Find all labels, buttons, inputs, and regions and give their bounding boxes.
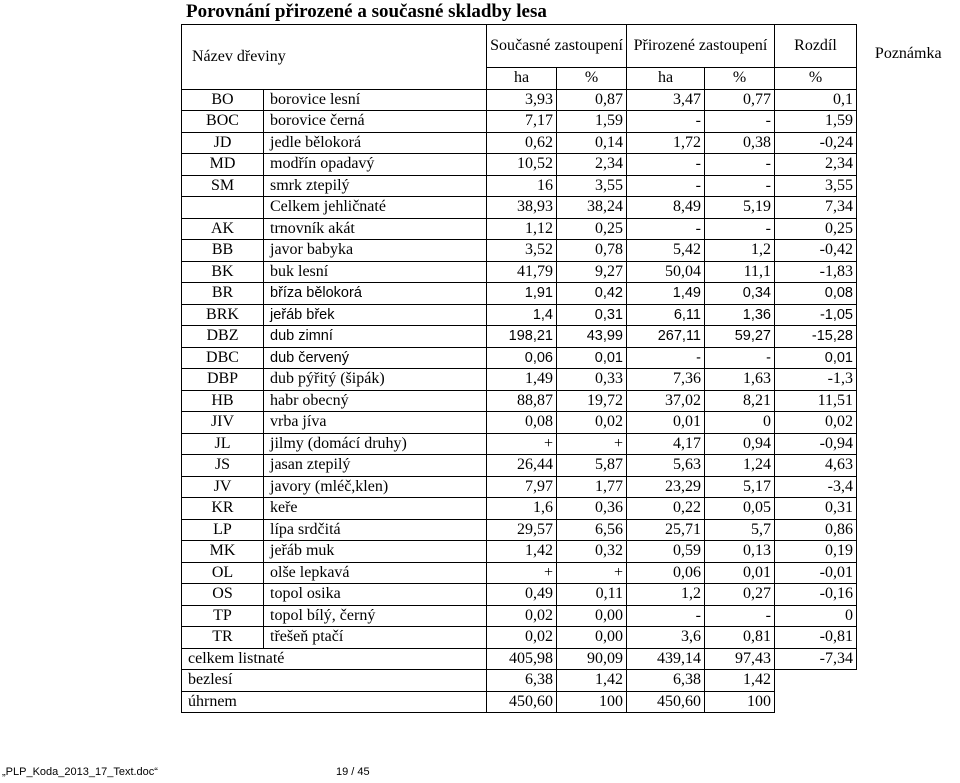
header-current: Současné zastoupení xyxy=(487,25,627,68)
total-row xyxy=(182,670,960,692)
note-cell xyxy=(857,412,960,434)
note-cell xyxy=(857,433,960,455)
current-pct: 1,77 xyxy=(557,476,627,498)
natural-ha: 0,22 xyxy=(627,498,705,520)
natural-ha: - xyxy=(627,111,705,133)
table-row xyxy=(182,111,960,133)
species-code: MK xyxy=(182,541,264,563)
species-code: BRK xyxy=(182,304,264,326)
natural-ha: 8,49 xyxy=(627,197,705,219)
natural-ha: 6,11 xyxy=(627,304,705,326)
natural-pct: 0,34 xyxy=(705,283,775,305)
total-label: celkem listnaté xyxy=(182,648,487,670)
species-name: topol bílý, černý xyxy=(264,605,487,627)
current-ha: 6,38 xyxy=(487,670,557,692)
total-label: bezlesí xyxy=(182,670,487,692)
diff-pct: -3,4 xyxy=(775,476,857,498)
diff-pct: -1,83 xyxy=(775,261,857,283)
species-name: olše lepkavá xyxy=(264,562,487,584)
diff-pct: -0,42 xyxy=(775,240,857,262)
diff-pct xyxy=(775,691,857,713)
page-title: Porovnání přirozené a současné skladby lesa xyxy=(186,1,547,22)
note-cell xyxy=(857,369,960,391)
natural-pct: 1,24 xyxy=(705,455,775,477)
current-ha: 0,02 xyxy=(487,627,557,649)
species-name: topol osika xyxy=(264,584,487,606)
forest-composition-table xyxy=(181,24,960,713)
table-row xyxy=(182,433,960,455)
species-code: DBP xyxy=(182,369,264,391)
diff-pct: 0,86 xyxy=(775,519,857,541)
natural-ha: 1,49 xyxy=(627,283,705,305)
table-row xyxy=(182,584,960,606)
natural-ha: 5,42 xyxy=(627,240,705,262)
natural-pct: 1,2 xyxy=(705,240,775,262)
current-pct: 0,02 xyxy=(557,412,627,434)
natural-ha: - xyxy=(627,218,705,240)
note-cell xyxy=(857,283,960,305)
species-name: smrk ztepilý xyxy=(264,175,487,197)
natural-pct: - xyxy=(705,605,775,627)
current-pct: 0,42 xyxy=(557,283,627,305)
diff-pct: 3,55 xyxy=(775,175,857,197)
note-cell xyxy=(857,455,960,477)
note-cell xyxy=(857,326,960,348)
species-name: borovice lesní xyxy=(264,89,487,111)
species-name: habr obecný xyxy=(264,390,487,412)
note-cell xyxy=(857,111,960,133)
current-ha: 1,12 xyxy=(487,218,557,240)
current-ha: 41,79 xyxy=(487,261,557,283)
table-row xyxy=(182,218,960,240)
diff-pct: 0,08 xyxy=(775,283,857,305)
current-ha: 3,52 xyxy=(487,240,557,262)
species-name: vrba jíva xyxy=(264,412,487,434)
species-name: bříza bělokorá xyxy=(264,283,487,305)
current-ha: 26,44 xyxy=(487,455,557,477)
note-cell xyxy=(857,154,960,176)
note-cell xyxy=(857,670,960,692)
note-cell xyxy=(857,197,960,219)
current-pct: 0,14 xyxy=(557,132,627,154)
current-pct: 100 xyxy=(557,691,627,713)
empty-cell xyxy=(182,197,264,219)
table-row xyxy=(182,261,960,283)
header-natural: Přirozené zastoupení xyxy=(627,25,775,68)
species-name: trnovník akát xyxy=(264,218,487,240)
table-row xyxy=(182,562,960,584)
current-pct: 0,11 xyxy=(557,584,627,606)
species-code: TR xyxy=(182,627,264,649)
current-pct: 0,01 xyxy=(557,347,627,369)
species-code: TP xyxy=(182,605,264,627)
current-ha: 0,02 xyxy=(487,605,557,627)
current-ha: 1,4 xyxy=(487,304,557,326)
table-row xyxy=(182,347,960,369)
species-code: BK xyxy=(182,261,264,283)
species-code: HB xyxy=(182,390,264,412)
species-code: JD xyxy=(182,132,264,154)
species-code: DBZ xyxy=(182,326,264,348)
header-ha-current: ha xyxy=(487,68,557,90)
species-name: javory (mléč,klen) xyxy=(264,476,487,498)
species-code: BR xyxy=(182,283,264,305)
natural-ha: 267,11 xyxy=(627,326,705,348)
species-name: dub červený xyxy=(264,347,487,369)
diff-pct: -0,01 xyxy=(775,562,857,584)
current-ha: 29,57 xyxy=(487,519,557,541)
table-row xyxy=(182,154,960,176)
note-cell xyxy=(857,347,960,369)
table-row xyxy=(182,175,960,197)
current-ha: 10,52 xyxy=(487,154,557,176)
species-code: OS xyxy=(182,584,264,606)
header-diff: Rozdíl xyxy=(775,25,857,68)
natural-pct: 5,17 xyxy=(705,476,775,498)
species-name: buk lesní xyxy=(264,261,487,283)
subtotal-label: Celkem jehličnaté xyxy=(264,197,487,219)
natural-pct: - xyxy=(705,347,775,369)
current-ha: 7,97 xyxy=(487,476,557,498)
natural-ha: 50,04 xyxy=(627,261,705,283)
current-pct: 9,27 xyxy=(557,261,627,283)
natural-pct: 97,43 xyxy=(705,648,775,670)
species-code: BB xyxy=(182,240,264,262)
species-name: keře xyxy=(264,498,487,520)
natural-pct: 0,05 xyxy=(705,498,775,520)
current-pct: 0,25 xyxy=(557,218,627,240)
natural-pct: 8,21 xyxy=(705,390,775,412)
diff-pct: -0,81 xyxy=(775,627,857,649)
note-cell xyxy=(857,691,960,713)
natural-pct: 0,94 xyxy=(705,433,775,455)
natural-pct: 59,27 xyxy=(705,326,775,348)
current-ha: 88,87 xyxy=(487,390,557,412)
current-ha: 405,98 xyxy=(487,648,557,670)
natural-pct: 1,36 xyxy=(705,304,775,326)
current-ha: 1,42 xyxy=(487,541,557,563)
natural-ha: 25,71 xyxy=(627,519,705,541)
current-pct: 0,36 xyxy=(557,498,627,520)
diff-pct: 2,34 xyxy=(775,154,857,176)
diff-pct: 7,34 xyxy=(775,197,857,219)
natural-ha: 5,63 xyxy=(627,455,705,477)
species-name: lípa srdčitá xyxy=(264,519,487,541)
natural-ha: 37,02 xyxy=(627,390,705,412)
natural-pct: 0,77 xyxy=(705,89,775,111)
natural-pct: 100 xyxy=(705,691,775,713)
current-pct: 1,42 xyxy=(557,670,627,692)
natural-ha: 439,14 xyxy=(627,648,705,670)
species-name: modřín opadavý xyxy=(264,154,487,176)
current-ha: 16 xyxy=(487,175,557,197)
natural-pct: 0 xyxy=(705,412,775,434)
natural-ha: 3,6 xyxy=(627,627,705,649)
natural-pct: - xyxy=(705,218,775,240)
natural-ha: 23,29 xyxy=(627,476,705,498)
note-cell xyxy=(857,218,960,240)
note-cell xyxy=(857,648,960,670)
natural-pct: 0,27 xyxy=(705,584,775,606)
natural-ha: - xyxy=(627,605,705,627)
note-cell xyxy=(857,498,960,520)
diff-pct: -1,3 xyxy=(775,369,857,391)
natural-pct: 5,7 xyxy=(705,519,775,541)
natural-pct: - xyxy=(705,154,775,176)
species-name: jeřáb muk xyxy=(264,541,487,563)
header-pct-current: % xyxy=(557,68,627,90)
header-name-column: Název dřeviny xyxy=(182,25,487,90)
table-row xyxy=(182,240,960,262)
current-ha: 0,06 xyxy=(487,347,557,369)
natural-pct: 0,13 xyxy=(705,541,775,563)
species-name: jasan ztepilý xyxy=(264,455,487,477)
species-code: JS xyxy=(182,455,264,477)
diff-pct: 0,01 xyxy=(775,347,857,369)
current-pct: 43,99 xyxy=(557,326,627,348)
species-code: LP xyxy=(182,519,264,541)
diff-pct: 4,63 xyxy=(775,455,857,477)
current-pct: 19,72 xyxy=(557,390,627,412)
current-pct: 90,09 xyxy=(557,648,627,670)
table-row xyxy=(182,476,960,498)
species-name: jeřáb břek xyxy=(264,304,487,326)
table-row xyxy=(182,283,960,305)
species-code: BO xyxy=(182,89,264,111)
natural-pct: - xyxy=(705,111,775,133)
subtotal-row xyxy=(182,197,960,219)
note-cell xyxy=(857,240,960,262)
natural-ha: 450,60 xyxy=(627,691,705,713)
table-row xyxy=(182,132,960,154)
table-row xyxy=(182,455,960,477)
diff-pct: -7,34 xyxy=(775,648,857,670)
current-ha: + xyxy=(487,562,557,584)
natural-pct: 11,1 xyxy=(705,261,775,283)
species-code: JV xyxy=(182,476,264,498)
header-pct-natural: % xyxy=(705,68,775,90)
natural-ha: - xyxy=(627,347,705,369)
note-cell xyxy=(857,89,960,111)
natural-pct: 0,01 xyxy=(705,562,775,584)
diff-pct: -0,24 xyxy=(775,132,857,154)
current-pct: 0,33 xyxy=(557,369,627,391)
table-row xyxy=(182,519,960,541)
note-cell xyxy=(857,627,960,649)
species-code: SM xyxy=(182,175,264,197)
natural-pct: 1,42 xyxy=(705,670,775,692)
current-ha: 1,91 xyxy=(487,283,557,305)
footer-filename: „PLP_Koda_2013_17_Text.doc“ xyxy=(2,766,158,778)
current-ha: 0,08 xyxy=(487,412,557,434)
species-code: JIV xyxy=(182,412,264,434)
table-row xyxy=(182,369,960,391)
current-ha: 0,62 xyxy=(487,132,557,154)
current-pct: 1,59 xyxy=(557,111,627,133)
header-note: Poznámka xyxy=(874,44,942,62)
current-pct: 0,00 xyxy=(557,605,627,627)
current-pct: 3,55 xyxy=(557,175,627,197)
current-pct: 5,87 xyxy=(557,455,627,477)
note-cell xyxy=(857,519,960,541)
note-cell xyxy=(857,132,960,154)
current-ha: 38,93 xyxy=(487,197,557,219)
natural-ha: 4,17 xyxy=(627,433,705,455)
note-cell xyxy=(857,390,960,412)
species-code: OL xyxy=(182,562,264,584)
table-row xyxy=(182,605,960,627)
species-name: javor babyka xyxy=(264,240,487,262)
diff-pct: 0,1 xyxy=(775,89,857,111)
current-pct: 0,32 xyxy=(557,541,627,563)
note-cell xyxy=(857,584,960,606)
current-pct: 0,00 xyxy=(557,627,627,649)
table-row xyxy=(182,627,960,649)
natural-pct: 0,38 xyxy=(705,132,775,154)
current-ha: 1,49 xyxy=(487,369,557,391)
natural-pct: - xyxy=(705,175,775,197)
natural-ha: 7,36 xyxy=(627,369,705,391)
total-label: úhrnem xyxy=(182,691,487,713)
current-pct: 38,24 xyxy=(557,197,627,219)
table-row xyxy=(182,498,960,520)
current-ha: 198,21 xyxy=(487,326,557,348)
species-code: AK xyxy=(182,218,264,240)
diff-pct: 0,25 xyxy=(775,218,857,240)
current-pct: + xyxy=(557,433,627,455)
diff-pct: 0,31 xyxy=(775,498,857,520)
species-code: MD xyxy=(182,154,264,176)
species-name: dub zimní xyxy=(264,326,487,348)
species-code: BOC xyxy=(182,111,264,133)
natural-pct: 5,19 xyxy=(705,197,775,219)
note-cell xyxy=(857,541,960,563)
natural-ha: 6,38 xyxy=(627,670,705,692)
natural-ha: 0,01 xyxy=(627,412,705,434)
note-cell xyxy=(857,175,960,197)
diff-pct: 0,19 xyxy=(775,541,857,563)
table-row xyxy=(182,326,960,348)
diff-pct: 11,51 xyxy=(775,390,857,412)
total-row xyxy=(182,648,960,670)
species-code: DBC xyxy=(182,347,264,369)
diff-pct: 0 xyxy=(775,605,857,627)
header-ha-natural: ha xyxy=(627,68,705,90)
natural-pct: 0,81 xyxy=(705,627,775,649)
current-ha: 7,17 xyxy=(487,111,557,133)
current-ha: 3,93 xyxy=(487,89,557,111)
current-pct: 6,56 xyxy=(557,519,627,541)
current-ha: 0,49 xyxy=(487,584,557,606)
diff-pct: -1,05 xyxy=(775,304,857,326)
species-code: JL xyxy=(182,433,264,455)
note-cell xyxy=(857,605,960,627)
species-name: jedle bělokorá xyxy=(264,132,487,154)
diff-pct: -0,16 xyxy=(775,584,857,606)
natural-ha: 0,59 xyxy=(627,541,705,563)
total-row xyxy=(182,691,960,713)
current-pct: 0,31 xyxy=(557,304,627,326)
note-cell xyxy=(857,562,960,584)
current-pct: + xyxy=(557,562,627,584)
current-pct: 2,34 xyxy=(557,154,627,176)
natural-ha: 1,72 xyxy=(627,132,705,154)
natural-ha: - xyxy=(627,175,705,197)
table-row xyxy=(182,412,960,434)
note-cell xyxy=(857,476,960,498)
diff-pct: 1,59 xyxy=(775,111,857,133)
diff-pct xyxy=(775,670,857,692)
header-pct-diff: % xyxy=(775,68,857,90)
note-cell xyxy=(857,261,960,283)
diff-pct: -15,28 xyxy=(775,326,857,348)
current-pct: 0,87 xyxy=(557,89,627,111)
natural-pct: 1,63 xyxy=(705,369,775,391)
table-row xyxy=(182,304,960,326)
species-name: dub pýřitý (šipák) xyxy=(264,369,487,391)
species-name: jilmy (domácí druhy) xyxy=(264,433,487,455)
current-ha: 1,6 xyxy=(487,498,557,520)
table-row xyxy=(182,390,960,412)
note-cell xyxy=(857,304,960,326)
table-row xyxy=(182,89,960,111)
natural-ha: 1,2 xyxy=(627,584,705,606)
current-pct: 0,78 xyxy=(557,240,627,262)
natural-ha: 3,47 xyxy=(627,89,705,111)
natural-ha: 0,06 xyxy=(627,562,705,584)
species-name: borovice černá xyxy=(264,111,487,133)
current-ha: 450,60 xyxy=(487,691,557,713)
table-row xyxy=(182,541,960,563)
diff-pct: -0,94 xyxy=(775,433,857,455)
natural-ha: - xyxy=(627,154,705,176)
current-ha: + xyxy=(487,433,557,455)
species-code: KR xyxy=(182,498,264,520)
footer-page-number: 19 / 45 xyxy=(336,766,370,778)
diff-pct: 0,02 xyxy=(775,412,857,434)
species-name: třešeň ptačí xyxy=(264,627,487,649)
